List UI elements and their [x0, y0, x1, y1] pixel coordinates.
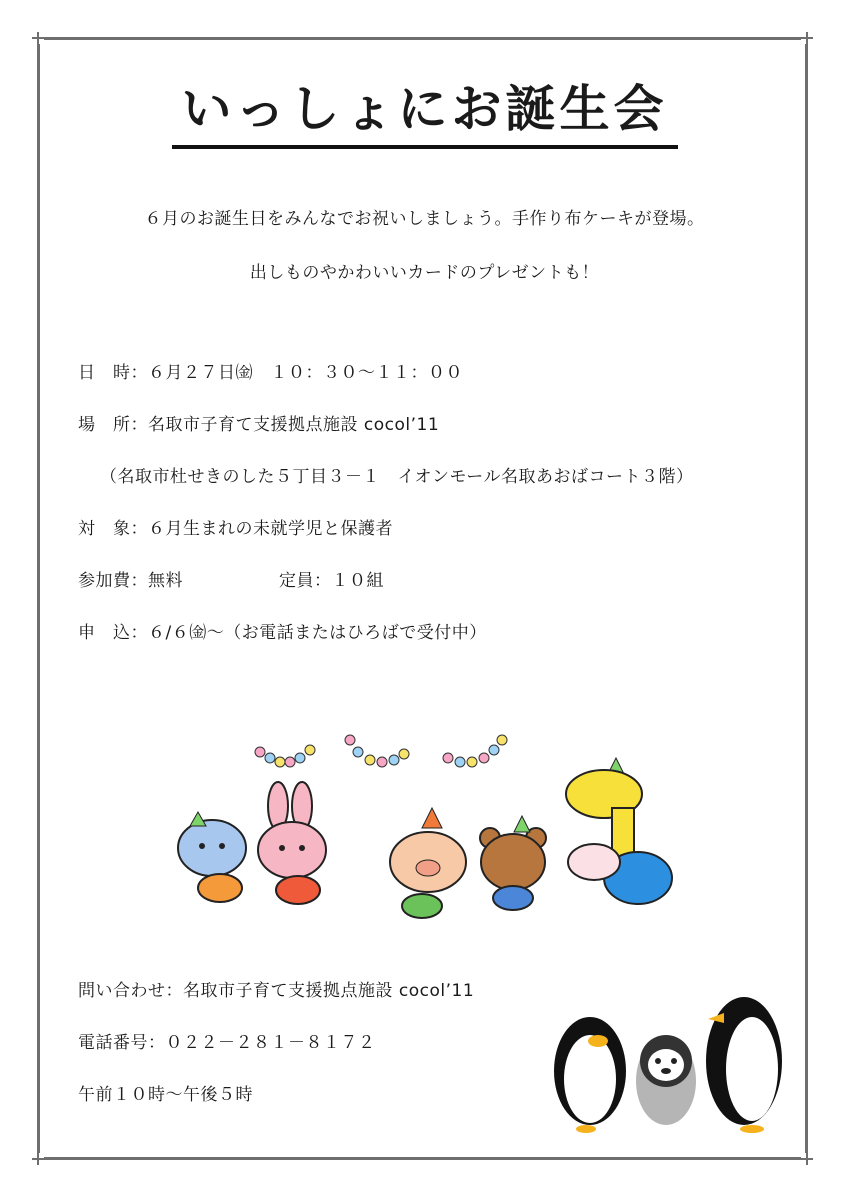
datetime-row: 日 時：６月２７日㈮ １０：３０～１１：００	[78, 363, 463, 383]
pig-character	[390, 808, 466, 918]
party-animals-icon	[160, 728, 690, 928]
inquiry-row: 問い合わせ：名取市子育て支援拠点施設 cocol’11	[78, 981, 475, 1001]
fee-text: 参加費：無料	[78, 571, 183, 591]
giraffe-character	[566, 758, 672, 904]
intro-line-1: ６月のお誕生日をみんなでお祝いしましょう。手作り布ケーキが登場。	[144, 209, 705, 229]
apply-row: 申 込：６/６㈮～（お電話またはひろばで受付中）	[78, 623, 487, 643]
place-row: 場 所：名取市子育て支援拠点施設 cocol’11	[78, 415, 440, 435]
page-title: いっしょにお誕生会	[172, 78, 678, 149]
corner-ornament	[32, 32, 44, 44]
fee-row	[78, 566, 384, 591]
capacity-text: 定員：１０組	[279, 571, 384, 591]
penguin-adult-left	[554, 1017, 626, 1133]
title-block	[0, 78, 849, 149]
intro-line-2: 出しものやかわいいカードのプレゼントも！	[249, 263, 600, 283]
cat-character	[178, 812, 246, 902]
corner-ornament	[801, 1153, 813, 1165]
penguin-family-icon	[540, 975, 810, 1135]
corner-ornament	[801, 32, 813, 44]
address-row: （名取市杜せきのした５丁目３－１ イオンモール名取あおばコート３階）	[100, 467, 694, 487]
rabbit-character	[258, 782, 326, 904]
hours-row: 午前１０時～午後５時	[78, 1085, 253, 1105]
garland	[255, 735, 507, 767]
corner-ornament	[32, 1153, 44, 1165]
target-row: 対 象：６月生まれの未就学児と保護者	[78, 519, 393, 539]
bear-character	[480, 816, 546, 910]
penguin-adult-right	[706, 997, 782, 1133]
penguin-chick	[636, 1035, 696, 1125]
phone-row: 電話番号：０２２－２８１－８１７２	[78, 1033, 376, 1053]
cake-icon	[568, 844, 620, 880]
